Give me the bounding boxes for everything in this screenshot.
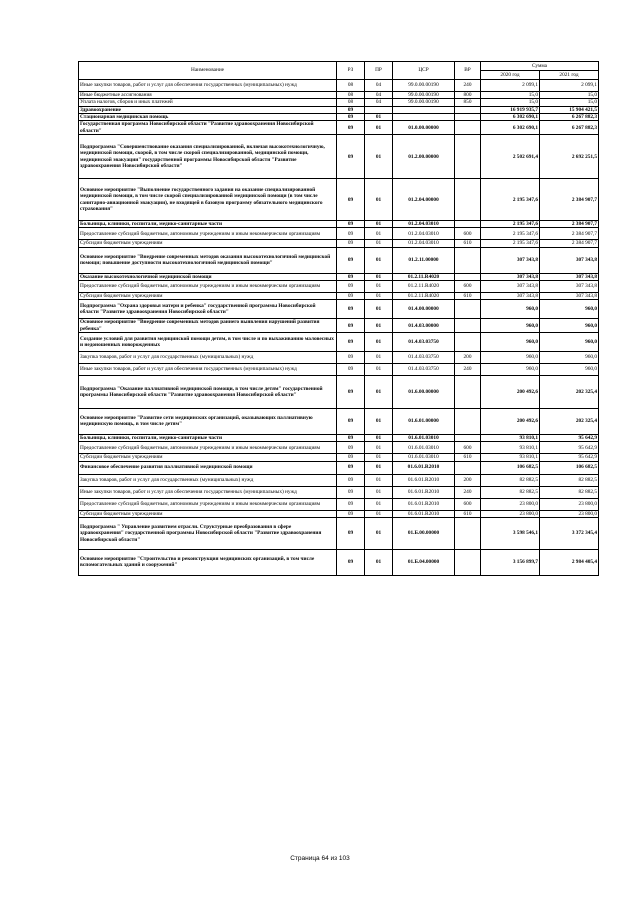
row-value-2021: 960,0 (540, 363, 599, 375)
row-rz: 09 (337, 240, 365, 247)
table-row (79, 99, 599, 106)
row-csr: 99.0.00.00190 (393, 80, 455, 92)
table-row (79, 434, 599, 441)
row-rz: 09 (337, 300, 365, 319)
row-value-2020: 6 302 690,1 (481, 121, 540, 135)
table-row (79, 179, 599, 221)
row-rz: 09 (337, 121, 365, 135)
row-vr (455, 247, 481, 273)
row-value-2020: 960,0 (481, 332, 540, 351)
row-value-2020: 16 919 935,7 (481, 106, 540, 113)
row-value-2020: 2 195 347,6 (481, 240, 540, 247)
row-value-2020: 3 156 899,7 (481, 549, 540, 575)
table-row (79, 121, 599, 135)
header-name: Наименование (79, 62, 337, 80)
row-pr: 01 (365, 273, 393, 280)
row-pr (365, 106, 393, 113)
row-vr (455, 549, 481, 575)
row-vr (455, 319, 481, 333)
row-vr (455, 121, 481, 135)
row-name: Субсидии бюджетным учреждениям (79, 293, 337, 300)
row-value-2020: 15,0 (481, 99, 540, 106)
row-value-2021: 15,0 (540, 92, 599, 99)
row-vr (455, 179, 481, 221)
row-rz: 09 (337, 498, 365, 510)
row-value-2020: 6 302 690,1 (481, 113, 540, 120)
row-value-2020: 307 343,8 (481, 293, 540, 300)
row-pr: 01 (365, 486, 393, 498)
row-value-2020: 2 099,1 (481, 80, 540, 92)
row-vr: 200 (455, 351, 481, 363)
row-rz: 09 (337, 135, 365, 179)
row-csr: 01.6.01.03010 (393, 434, 455, 441)
table-row (79, 474, 599, 486)
row-value-2021: 2 384 907,7 (540, 228, 599, 240)
row-pr: 01 (365, 498, 393, 510)
table-row (79, 106, 599, 113)
row-rz: 09 (337, 517, 365, 549)
row-value-2021: 15,0 (540, 99, 599, 106)
row-value-2020: 23 800,0 (481, 498, 540, 510)
row-value-2021: 95 642,9 (540, 434, 599, 441)
row-name: Иные закупки товаров, работ и услуг для обеспечения государственных (муниципальных) нужд (79, 486, 337, 498)
row-rz: 08 (337, 92, 365, 99)
row-name: Предоставление субсидий бюджетным, автономным учреждениям и иным некоммерческим организациям (79, 281, 337, 293)
header-year-2021: 2021 год (540, 71, 599, 80)
row-csr: 01.2.11.R4020 (393, 273, 455, 280)
row-vr (455, 461, 481, 474)
header-year-2020: 2020 год (481, 71, 540, 80)
row-value-2021: 960,0 (540, 300, 599, 319)
row-rz: 09 (337, 510, 365, 517)
row-vr (455, 375, 481, 408)
row-vr: 600 (455, 281, 481, 293)
row-vr: 240 (455, 80, 481, 92)
row-csr: 01.Б.04.00000 (393, 549, 455, 575)
table-row (79, 486, 599, 498)
row-vr (455, 434, 481, 441)
row-pr: 01 (365, 179, 393, 221)
row-rz: 09 (337, 332, 365, 351)
row-value-2020: 960,0 (481, 300, 540, 319)
table-row (79, 273, 599, 280)
header-csr: ЦСР (393, 62, 455, 80)
row-vr: 600 (455, 498, 481, 510)
row-name: Основное мероприятие "Внедрение современных методов раннего выявления нарушений развития ребенка" (79, 319, 337, 333)
table-row (79, 281, 599, 293)
row-rz: 09 (337, 434, 365, 441)
row-pr: 01 (365, 442, 393, 454)
row-pr: 01 (365, 517, 393, 549)
row-name: Основное мероприятие "Внедрение современных методов оказания высокотехнологичной медицинской помощи; повышение доступности высокотехнологичной медицинской помощи" (79, 247, 337, 273)
row-pr: 01 (365, 300, 393, 319)
row-csr: 01.6.01.03010 (393, 454, 455, 461)
row-csr: 01.6.01.R2010 (393, 474, 455, 486)
row-vr (455, 273, 481, 280)
row-csr: 01.4.00.00000 (393, 300, 455, 319)
row-name: Предоставление субсидий бюджетным, автономным учреждениям и иным некоммерческим организациям (79, 498, 337, 510)
row-pr: 01 (365, 363, 393, 375)
row-rz: 09 (337, 474, 365, 486)
row-rz: 09 (337, 408, 365, 434)
row-value-2021: 2 984 405,4 (540, 549, 599, 575)
row-value-2020: 960,0 (481, 319, 540, 333)
row-name: Основное мероприятие "Строительство и реконструкция медицинских организаций, в том числе вспомогательных зданий и сооружений" (79, 549, 337, 575)
table-row (79, 113, 599, 120)
row-name: Подпрограмма "Оказание паллиативной медицинской помощи, в том числе детям" государственной программы Новосибирской области "Развитие здравоохранения Новосибирской области" (79, 375, 337, 408)
row-value-2021: 2 384 907,7 (540, 179, 599, 221)
row-csr: 01.2.11.R4020 (393, 293, 455, 300)
row-pr: 04 (365, 99, 393, 106)
row-csr: 01.4.03.03750 (393, 351, 455, 363)
row-value-2021: 2 692 251,5 (540, 135, 599, 179)
row-rz: 09 (337, 454, 365, 461)
row-rz: 09 (337, 549, 365, 575)
row-name: Уплата налогов, сборов и иных платежей (79, 99, 337, 106)
row-name: Больницы, клиники, госпитали, медико-санитарные части (79, 221, 337, 228)
row-vr (455, 300, 481, 319)
row-value-2021: 307 343,8 (540, 273, 599, 280)
table-row (79, 293, 599, 300)
row-vr (455, 332, 481, 351)
row-rz: 09 (337, 106, 365, 113)
table-row (79, 498, 599, 510)
row-vr: 800 (455, 92, 481, 99)
table-row (79, 375, 599, 408)
row-csr: 01.2.00.00000 (393, 135, 455, 179)
row-csr: 01.2.11.R4020 (393, 281, 455, 293)
row-value-2021: 2 384 907,7 (540, 221, 599, 228)
row-value-2021: 15 904 421,5 (540, 106, 599, 113)
row-csr: 01.6.01.R2010 (393, 498, 455, 510)
row-vr: 610 (455, 510, 481, 517)
budget-table-body (79, 80, 599, 576)
row-name: Предоставление субсидий бюджетным, автономным учреждениям и иным некоммерческим организациям (79, 442, 337, 454)
row-name: Субсидии бюджетным учреждениям (79, 454, 337, 461)
row-value-2021: 960,0 (540, 319, 599, 333)
row-value-2021: 307 343,8 (540, 281, 599, 293)
row-csr: 01.6.01.R2010 (393, 510, 455, 517)
row-value-2021: 307 343,8 (540, 247, 599, 273)
row-value-2020: 82 882,5 (481, 474, 540, 486)
row-rz: 09 (337, 228, 365, 240)
row-pr: 01 (365, 474, 393, 486)
row-vr (455, 408, 481, 434)
table-row (79, 351, 599, 363)
row-name: Подпрограмма "Охрана здоровья матери и ребенка" государственной программы Новосибирской области "Развитие здравоохранения Новосибирской области" (79, 300, 337, 319)
row-csr: 01.0.00.00000 (393, 121, 455, 135)
row-name: Здравоохранение (79, 106, 337, 113)
row-name: Иные закупки товаров, работ и услуг для обеспечения государственных (муниципальных) нужд (79, 80, 337, 92)
row-value-2020: 2 195 347,6 (481, 179, 540, 221)
table-row (79, 300, 599, 319)
row-csr (393, 106, 455, 113)
row-value-2020: 2 502 691,4 (481, 135, 540, 179)
row-pr: 01 (365, 351, 393, 363)
row-value-2021: 960,0 (540, 332, 599, 351)
table-row (79, 221, 599, 228)
row-value-2020: 3 598 546,1 (481, 517, 540, 549)
row-vr (455, 106, 481, 113)
row-value-2020: 23 800,0 (481, 510, 540, 517)
row-value-2020: 307 343,8 (481, 273, 540, 280)
row-name: Основное мероприятие "Выполнение государственного задания на оказание специализированной медицинской помощи, в том числе скорой специализированной медицинской помощи (в том числе санитарно-авиационной эвакуации), не входящей в базовую программу обязательного медицинского страхования" (79, 179, 337, 221)
budget-table-container (78, 61, 598, 576)
row-vr: 240 (455, 486, 481, 498)
row-pr: 01 (365, 240, 393, 247)
row-name: Создание условий для развития медицинской помощи детям, в том числе и по выхаживанию маловесных и недоношенных новорожденных (79, 332, 337, 351)
row-value-2021: 23 800,0 (540, 510, 599, 517)
row-value-2020: 93 810,1 (481, 442, 540, 454)
row-value-2021: 2 099,1 (540, 80, 599, 92)
table-row (79, 549, 599, 575)
row-name: Подпрограмма "Совершенствование оказания специализированной, включая высокотехнологичную, медицинской помощи, скорой, в том числе скорой специализированной, медицинской помощи, медицинской эвакуации" государственной программы Новосибирской области "Развитие здравоохранения Новосибирской области" (79, 135, 337, 179)
row-pr: 01 (365, 135, 393, 179)
row-name: Больницы, клиники, госпитали, медико-санитарные части (79, 434, 337, 441)
row-pr: 01 (365, 408, 393, 434)
row-value-2020: 93 810,1 (481, 434, 540, 441)
table-row (79, 332, 599, 351)
row-rz: 09 (337, 461, 365, 474)
row-name: Стационарная медицинская помощь (79, 113, 337, 120)
table-row (79, 135, 599, 179)
row-value-2021: 6 267 882,3 (540, 121, 599, 135)
row-pr: 01 (365, 228, 393, 240)
row-pr: 01 (365, 434, 393, 441)
table-row (79, 240, 599, 247)
table-row (79, 408, 599, 434)
row-pr: 01 (365, 332, 393, 351)
row-value-2021: 2 384 907,7 (540, 240, 599, 247)
header-rz: РЗ (337, 62, 365, 80)
row-csr: 01.2.04.03010 (393, 221, 455, 228)
budget-table (78, 61, 599, 576)
row-pr: 01 (365, 375, 393, 408)
row-name: Оказание высокотехнологичной медицинской помощи (79, 273, 337, 280)
row-rz: 08 (337, 80, 365, 92)
row-csr: 01.2.04.03010 (393, 228, 455, 240)
row-pr: 01 (365, 121, 393, 135)
row-csr (393, 113, 455, 120)
row-name: Субсидии бюджетным учреждениям (79, 240, 337, 247)
header-pr: ПР (365, 62, 393, 80)
row-name: Иные бюджетные ассигнования (79, 92, 337, 99)
row-pr: 01 (365, 549, 393, 575)
row-value-2021: 960,0 (540, 351, 599, 363)
row-rz: 09 (337, 442, 365, 454)
row-value-2021: 95 642,9 (540, 454, 599, 461)
row-name: Финансовое обеспечение развития паллиативной медицинской помощи (79, 461, 337, 474)
row-value-2020: 82 882,5 (481, 486, 540, 498)
row-pr: 01 (365, 113, 393, 120)
row-pr: 01 (365, 247, 393, 273)
row-name: Субсидии бюджетным учреждениям (79, 510, 337, 517)
row-value-2021: 82 882,5 (540, 486, 599, 498)
row-name: Государственная программа Новосибирской области "Развитие здравоохранения Новосибирской области" (79, 121, 337, 135)
row-pr: 01 (365, 221, 393, 228)
header-vr: ВР (455, 62, 481, 80)
row-pr: 01 (365, 461, 393, 474)
row-vr: 240 (455, 363, 481, 375)
row-vr (455, 113, 481, 120)
row-rz: 09 (337, 281, 365, 293)
row-value-2021: 95 642,9 (540, 442, 599, 454)
row-csr: 01.6.01.03010 (393, 442, 455, 454)
row-value-2020: 200 492,6 (481, 408, 540, 434)
row-rz: 09 (337, 363, 365, 375)
row-value-2021: 82 882,5 (540, 474, 599, 486)
row-name: Иные закупки товаров, работ и услуг для обеспечения государственных (муниципальных) нужд (79, 363, 337, 375)
row-rz: 09 (337, 113, 365, 120)
row-name: Закупка товаров, работ и услуг для государственных (муниципальных) нужд (79, 351, 337, 363)
row-value-2020: 960,0 (481, 363, 540, 375)
row-rz: 09 (337, 293, 365, 300)
row-vr: 600 (455, 442, 481, 454)
row-rz: 09 (337, 351, 365, 363)
row-rz: 09 (337, 221, 365, 228)
row-csr: 01.4.03.03750 (393, 332, 455, 351)
row-value-2021: 307 343,8 (540, 293, 599, 300)
row-rz: 09 (337, 273, 365, 280)
row-rz: 09 (337, 375, 365, 408)
row-csr: 01.6.01.00000 (393, 408, 455, 434)
table-row (79, 80, 599, 92)
row-rz: 08 (337, 99, 365, 106)
row-pr: 04 (365, 80, 393, 92)
row-csr: 01.2.11.00000 (393, 247, 455, 273)
header-sum: Сумма (481, 62, 599, 71)
row-pr: 01 (365, 293, 393, 300)
row-value-2021: 106 682,5 (540, 461, 599, 474)
row-csr: 01.4.03.03750 (393, 363, 455, 375)
row-value-2021: 202 325,4 (540, 375, 599, 408)
row-rz: 09 (337, 179, 365, 221)
row-csr: 01.6.01.R2010 (393, 486, 455, 498)
row-value-2020: 200 492,6 (481, 375, 540, 408)
row-value-2021: 202 325,4 (540, 408, 599, 434)
table-row (79, 510, 599, 517)
row-value-2020: 307 343,8 (481, 247, 540, 273)
row-value-2020: 307 343,8 (481, 281, 540, 293)
row-vr (455, 517, 481, 549)
row-csr: 99.0.00.00190 (393, 92, 455, 99)
row-name: Предоставление субсидий бюджетным, автономным учреждениям и иным некоммерческим организациям (79, 228, 337, 240)
row-vr: 610 (455, 293, 481, 300)
page-number: Страница 64 из 103 (290, 855, 350, 862)
row-value-2021: 23 800,0 (540, 498, 599, 510)
row-csr: 01.2.04.00000 (393, 179, 455, 221)
row-name: Подпрограмма " Управление развитием отрасли. Структурные преобразования в сфере здравоохранения" государственной программы Новосибирской области "Развитие здравоохранения Новосибирской области" (79, 517, 337, 549)
row-pr: 04 (365, 92, 393, 99)
row-value-2021: 6 267 882,3 (540, 113, 599, 120)
row-value-2020: 106 682,5 (481, 461, 540, 474)
row-pr: 01 (365, 454, 393, 461)
row-vr (455, 135, 481, 179)
row-csr: 01.Б.00.00000 (393, 517, 455, 549)
table-row (79, 442, 599, 454)
table-row (79, 228, 599, 240)
row-vr: 200 (455, 474, 481, 486)
row-name: Закупка товаров, работ и услуг для государственных (муниципальных) нужд (79, 474, 337, 486)
table-row (79, 92, 599, 99)
row-pr: 01 (365, 281, 393, 293)
row-vr: 850 (455, 99, 481, 106)
row-csr: 01.6.00.00000 (393, 375, 455, 408)
row-rz: 09 (337, 247, 365, 273)
table-row (79, 363, 599, 375)
row-vr: 610 (455, 240, 481, 247)
row-name: Основное мероприятие "Развитие сети медицинских организаций, оказывающих паллиативную медицинскую помощь, в том числе детям" (79, 408, 337, 434)
row-value-2020: 960,0 (481, 351, 540, 363)
row-value-2020: 93 810,1 (481, 454, 540, 461)
row-pr: 01 (365, 510, 393, 517)
table-row (79, 517, 599, 549)
row-vr: 610 (455, 454, 481, 461)
table-row (79, 461, 599, 474)
row-csr: 01.6.01.R2010 (393, 461, 455, 474)
table-row (79, 319, 599, 333)
row-vr (455, 221, 481, 228)
row-value-2020: 2 195 347,6 (481, 228, 540, 240)
row-vr: 600 (455, 228, 481, 240)
row-value-2021: 3 372 345,4 (540, 517, 599, 549)
row-pr: 01 (365, 319, 393, 333)
row-csr: 01.2.04.03010 (393, 240, 455, 247)
row-value-2020: 2 195 347,6 (481, 221, 540, 228)
row-rz: 09 (337, 486, 365, 498)
table-row (79, 247, 599, 273)
row-rz: 09 (337, 319, 365, 333)
table-row (79, 454, 599, 461)
row-csr: 99.0.00.00190 (393, 99, 455, 106)
row-value-2020: 15,0 (481, 92, 540, 99)
row-csr: 01.4.03.00000 (393, 319, 455, 333)
